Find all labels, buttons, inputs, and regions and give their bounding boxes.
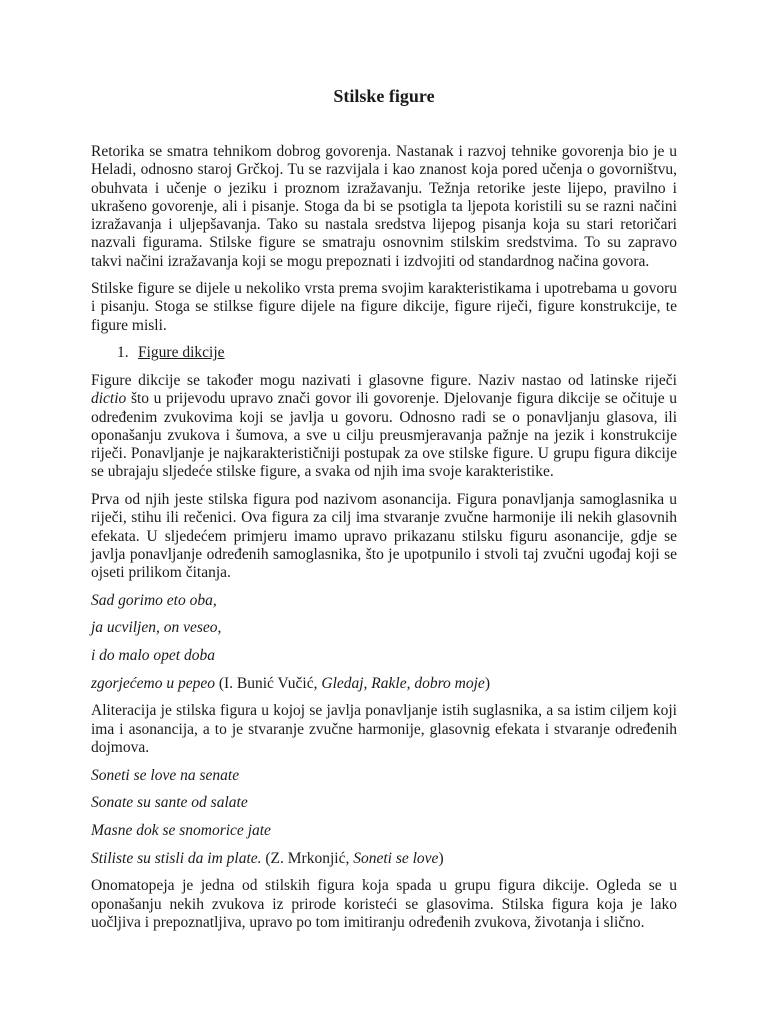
aliteracija-example bbox=[91, 767, 677, 868]
onomatopeja-paragraph bbox=[91, 877, 677, 932]
text-line: javlja ponavljanje određenih samoglasnika, što je upotpunilo i stvoli taj zvučni ugođaj koji se bbox=[91, 545, 677, 563]
italic-term: dictio bbox=[91, 390, 127, 408]
asonancija-paragraph bbox=[91, 491, 677, 582]
text-line: riječi. Ponavljanje je najkarakterističniji postupak za ove stilske figure. U grupu figura dikcije bbox=[91, 445, 677, 463]
text-line: figure misli. bbox=[91, 316, 167, 334]
verse-line-with-citation bbox=[91, 675, 677, 693]
classification-paragraph bbox=[91, 280, 677, 335]
verse-line-with-citation bbox=[91, 850, 677, 868]
intro-paragraph bbox=[91, 143, 677, 271]
text-column bbox=[91, 87, 677, 942]
aliteracija-paragraph bbox=[91, 702, 677, 757]
verse-text: Stiliste su stisli da im plate. bbox=[91, 849, 262, 867]
text-line: dojmova. bbox=[91, 738, 150, 756]
text-line: Figure dikcije se također mogu nazivati i glasovne figure. Naziv nastao od latinske riječi bbox=[91, 372, 677, 390]
verse-line: Sonate su sante od salate bbox=[91, 794, 248, 812]
citation-author: (Z. Mrkonjić, bbox=[265, 849, 350, 867]
verse-line: ja ucviljen, on veseo, bbox=[91, 619, 222, 637]
verse-line: Masne dok se snomorice jate bbox=[91, 822, 271, 839]
citation-author: (I. Bunić Vučić, bbox=[218, 674, 318, 692]
text-line: Onomatopeja je jedna od stilskih figura koja spada u grupu figura dikcije. Ogleda se u bbox=[91, 877, 677, 895]
text-line: Heladi, odnosno staroj Grčkoj. Tu se razvijala i kao znanost koja pored učenja o govorništvu, bbox=[91, 161, 677, 179]
text-line: Aliteracija je stilska figura u kojoj se javlja ponavljanje istih suglasnika, a sa istim ciljem koji bbox=[91, 702, 677, 720]
text-line: takvi načini izražavanja koji se mogu prepoznati i izdvojiti od standardnog načina govora. bbox=[91, 252, 650, 270]
verse-text: zgorjećemo u pepeo bbox=[91, 674, 215, 692]
text-line bbox=[91, 390, 677, 408]
citation-close: ) bbox=[484, 674, 490, 692]
section-heading-text: Figure dikcije bbox=[138, 344, 225, 362]
section-heading bbox=[91, 344, 677, 362]
text-line: i pisanju. Stoga se stilkse figure dijele na figure dikcije, figure riječi, figure konstrukcije, te bbox=[91, 298, 677, 316]
text-line: Prva od njih jeste stilska figura pod nazivom asonancija. Figura ponavljanja samoglasnika u bbox=[91, 491, 677, 508]
text-line: oponašanju nekih zvukova iz prirode koristeći se glasovima. Stilska figura koja je lako bbox=[91, 895, 677, 913]
text-line: uočljiva i prepoznatljiva, upravo po tom imitiranju određenih zvukova, životanja i slično. bbox=[91, 913, 645, 931]
text-line: obuhvata i učenje o jeziku i proznom izražavanju. Težnja retorike jeste lijepo, pravilno i bbox=[91, 179, 677, 197]
text-line: ima i asonancija, a to je stvaranje zvučne harmonije, glasovnig efekata i stvaranje određenih bbox=[91, 720, 677, 738]
text-line: Retorika se smatra tehnikom dobrog govorenja. Nastanak i razvoj tehnike govorenja bio je u bbox=[91, 143, 677, 160]
asonancija-example bbox=[91, 592, 677, 693]
text-segment: što u prijevodu upravo znači govor ili govorenje. Djelovanje figura dikcije se očituje u bbox=[130, 390, 677, 408]
text-line: se ubrajaju sljedeće stilske figure, a svaka od njih ima svoje karakteristike. bbox=[91, 463, 554, 481]
text-line: ojseti prilikom čitanja. bbox=[91, 564, 231, 581]
verse-line: Soneti se love na senate bbox=[91, 766, 240, 784]
text-line: izražavanja i uljepšavanja. Tako su nastala sredstva lijepog pisanja koja su stari retoričari bbox=[91, 216, 677, 233]
text-line: Stilske figure se dijele u nekoliko vrsta prema svojim karakteristikama i upotrebama u govoru bbox=[91, 280, 677, 298]
citation-close: ) bbox=[438, 849, 444, 867]
dikcija-paragraph bbox=[91, 372, 677, 482]
verse-line: Sad gorimo eto oba, bbox=[91, 591, 217, 609]
document-title: Stilske figure bbox=[333, 86, 435, 106]
text-line: nazvali figurama. Stilske figure se smatraju osnovnim stilskim sredstvima. To su zapravo bbox=[91, 234, 677, 252]
verse-line: i do malo opet doba bbox=[91, 647, 215, 665]
text-line: riječi, stihu ili rečenici. Ova figura za cilj ima stvaranje zvučne harmonije ili nekih glasovnih bbox=[91, 509, 677, 527]
cited-work-title: Soneti se love bbox=[353, 849, 439, 867]
text-line: oponašanju zvukova i šumova, a sve u cilju preusmjeravanja pažnje na jezik i konstrukcije bbox=[91, 426, 677, 444]
cited-work-title: Gledaj, Rakle, dobro moje bbox=[321, 674, 485, 692]
text-line: efekata. U sljedećem primjeru imamo upravo prikazanu stilsku figuru asonancije, gdje se bbox=[91, 527, 677, 545]
list-number: 1. bbox=[117, 344, 129, 362]
text-line: određenim zvukovima koji se javlja u govoru. Odnosno radi se o ponavljanju glasova, ili bbox=[91, 408, 677, 426]
text-line: ukrašeno govorenje, ali i pisanje. Stoga da bi se psotigla ta ljepota koristili su se razni načini bbox=[91, 197, 677, 215]
numbered-list-item bbox=[91, 344, 677, 362]
